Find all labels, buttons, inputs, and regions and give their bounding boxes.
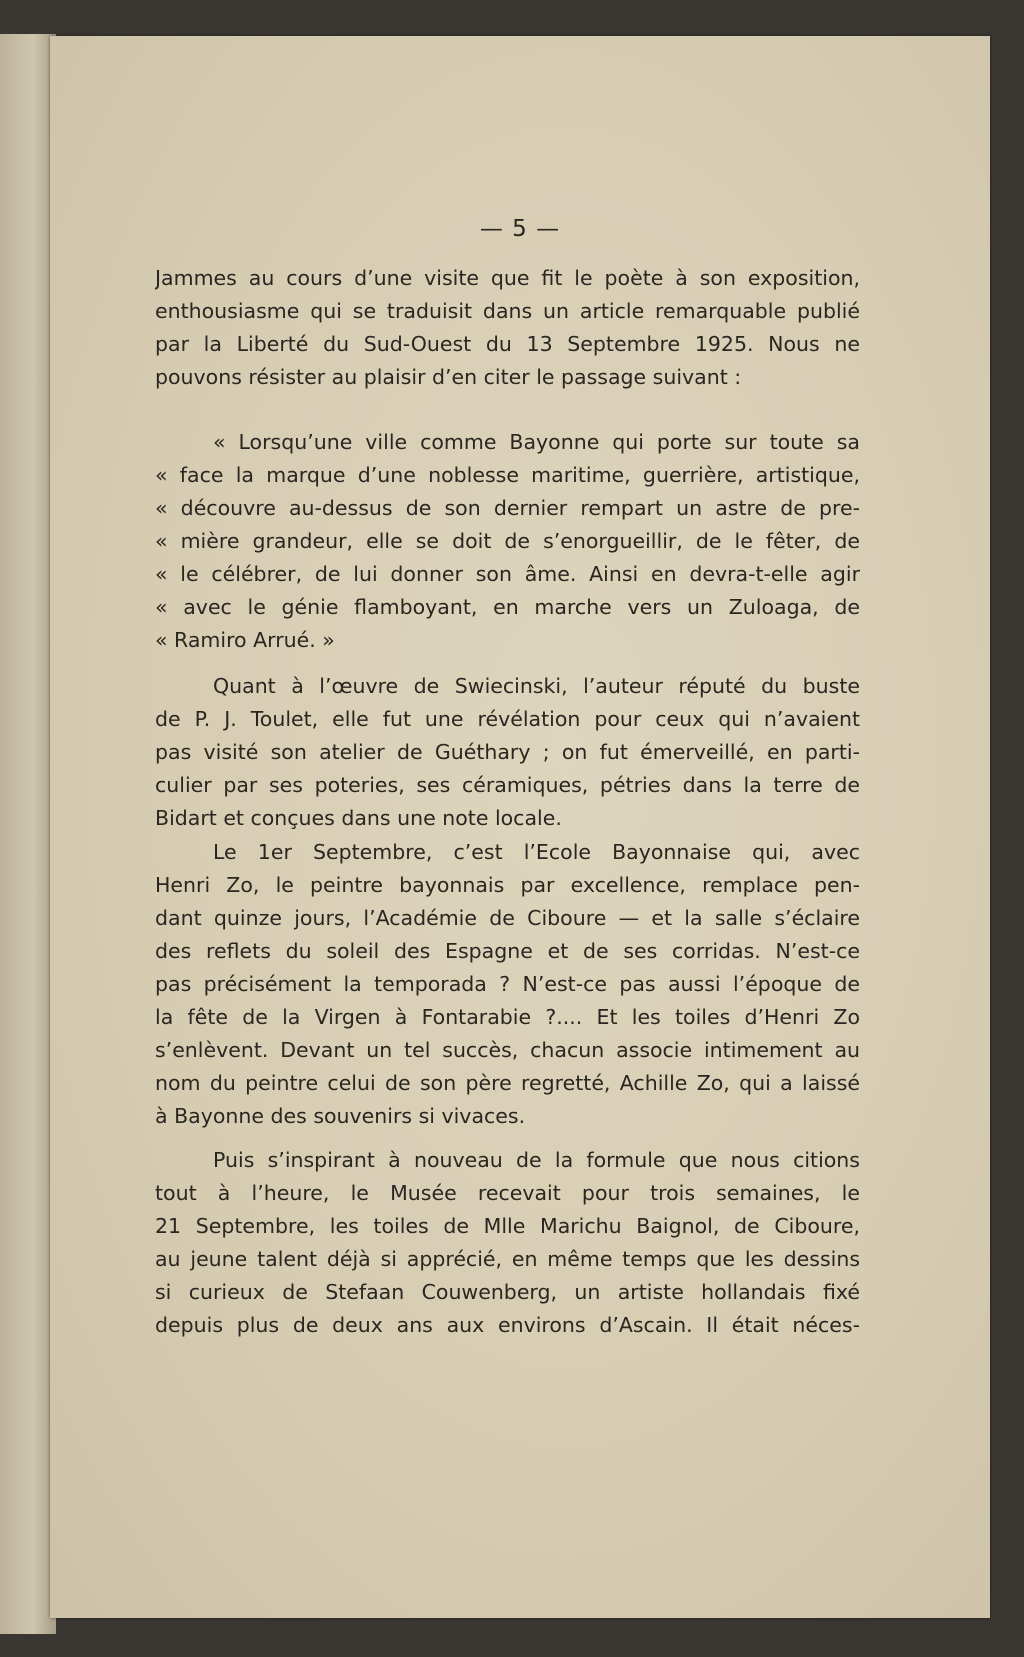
text-line: Jammes au cours d’une visite que fit le poète à son exposition, (155, 266, 860, 290)
text-line: Henri Zo, le peintre bayonnais par excellence, remplace pen- (155, 873, 860, 897)
text-line: « Lorsqu’une ville comme Bayonne qui porte sur toute sa (213, 430, 860, 454)
text-line: « le célébrer, de lui donner son âme. Ainsi en devra-t-elle agir (155, 562, 860, 586)
text-line: culier par ses poteries, ses céramiques, pétries dans la terre de (155, 773, 860, 797)
text-line: Bidart et conçues dans une note locale. (155, 806, 562, 830)
paragraph-1 (155, 262, 860, 394)
text-line: « découvre au-dessus de son dernier rempart un astre de pre- (155, 496, 860, 520)
text-line: Puis s’inspirant à nouveau de la formule que nous citions (213, 1148, 860, 1172)
book-page (50, 36, 990, 1618)
text-line: « avec le génie flamboyant, en marche vers un Zuloaga, de (155, 595, 860, 619)
facing-page-edge (0, 34, 56, 1634)
text-line: Le 1er Septembre, c’est l’Ecole Bayonnaise qui, avec (213, 840, 860, 864)
text-line: nom du peintre celui de son père regretté, Achille Zo, qui a laissé (155, 1071, 860, 1095)
quotation (155, 426, 860, 657)
text-line: pas visité son atelier de Guéthary ; on fut émerveillé, en parti- (155, 740, 860, 764)
text-line: dant quinze jours, l’Académie de Ciboure — et la salle s’éclaire (155, 906, 860, 930)
text-line: des reflets du soleil des Espagne et de ses corridas. N’est-ce (155, 939, 860, 963)
paragraph-3 (155, 836, 860, 1133)
text-line: à Bayonne des souvenirs si vivaces. (155, 1104, 526, 1128)
paragraph-2 (155, 670, 860, 835)
text-line: de P. J. Toulet, elle fut une révélation pour ceux qui n’avaient (155, 707, 860, 731)
text-line: par la Liberté du Sud-Ouest du 13 Septembre 1925. Nous ne (155, 332, 860, 356)
text-line: Quant à l’œuvre de Swiecinski, l’auteur réputé du buste (213, 674, 860, 698)
paragraph-4 (155, 1144, 860, 1342)
text-line: 21 Septembre, les toiles de Mlle Marichu Baignol, de Ciboure, (155, 1214, 860, 1238)
text-line: « face la marque d’une noblesse maritime, guerrière, artistique, (155, 463, 860, 487)
text-line: pouvons résister au plaisir d’en citer le passage suivant : (155, 365, 742, 389)
text-line: pas précisément la temporada ? N’est-ce pas aussi l’époque de (155, 972, 860, 996)
text-line: enthousiasme qui se traduisit dans un article remarquable publié (155, 299, 860, 323)
text-line: au jeune talent déjà si apprécié, en même temps que les dessins (155, 1247, 860, 1271)
text-line: s’enlèvent. Devant un tel succès, chacun associe intimement au (155, 1038, 860, 1062)
text-line: depuis plus de deux ans aux environs d’Ascain. Il était néces- (155, 1313, 860, 1337)
text-line: « Ramiro Arrué. » (155, 628, 335, 652)
page-number: — 5 — (479, 216, 561, 242)
text-line: si curieux de Stefaan Couwenberg, un artiste hollandais fixé (155, 1280, 860, 1304)
text-line: « mière grandeur, elle se doit de s’enorgueillir, de le fêter, de (155, 529, 860, 553)
text-line: la fête de la Virgen à Fontarabie ?.... Et les toiles d’Henri Zo (155, 1005, 860, 1029)
text-line: tout à l’heure, le Musée recevait pour trois semaines, le (155, 1181, 860, 1205)
